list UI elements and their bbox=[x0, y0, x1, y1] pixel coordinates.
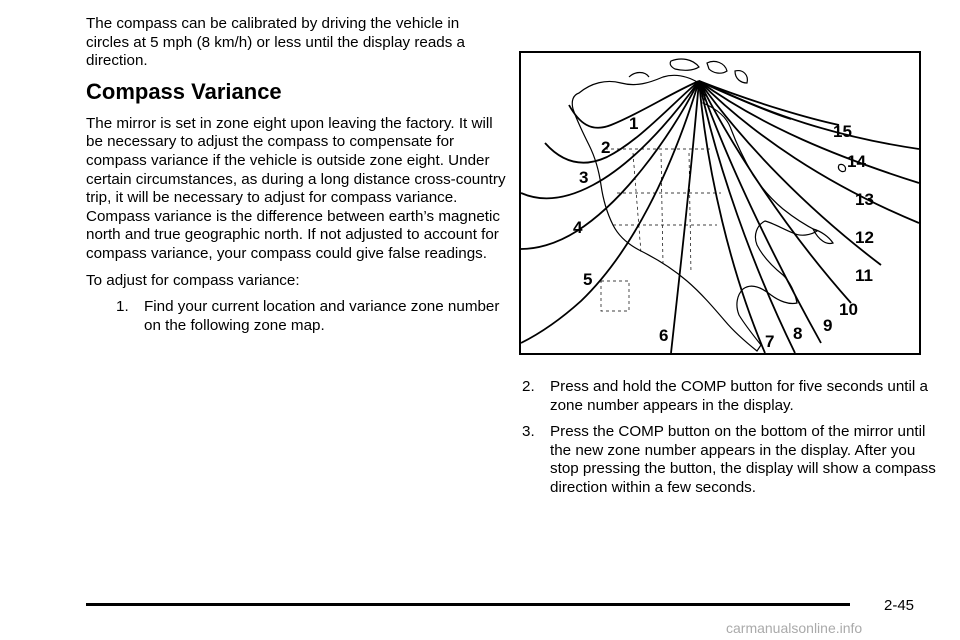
zone-label-12: 12 bbox=[855, 228, 874, 247]
continent-outline bbox=[572, 59, 845, 351]
zone-label-8: 8 bbox=[793, 324, 803, 343]
intro-paragraph: The compass can be calibrated by driving the vehicle in circles at 5 mph (8 km/h) or less until the display reads a direction. bbox=[86, 15, 465, 70]
step-text: Find your current location and variance zone number on the following zone map. bbox=[144, 298, 500, 334]
instruction-lead: To adjust for compass variance: bbox=[86, 271, 300, 289]
zone-label-11: 11 bbox=[855, 266, 873, 285]
step-1 bbox=[86, 298, 506, 335]
left-column bbox=[86, 15, 506, 343]
step-2 bbox=[522, 378, 942, 415]
step-text: Press and hold the COMP button for five seconds until a zone number appears in the display. bbox=[550, 378, 928, 414]
zone-label-13: 13 bbox=[855, 190, 874, 209]
page-number: 2-45 bbox=[884, 597, 915, 614]
zone-label-6: 6 bbox=[659, 326, 669, 345]
zone-label-5: 5 bbox=[583, 270, 593, 289]
zone-lines bbox=[521, 81, 919, 353]
variance-paragraph: The mirror is set in zone eight upon leaving the factory. It will be necessary to adjust the compass to compensate for compass variance if the vehicle is outside zone eight. Under certain circumstances, as during a long distance cross-country trip, it will be necessary to adjust for compass variance. Compass variance is the difference between earth’s magnetic north and true geographic north. If not adjusted to account for compass variance, your compass could give false readings. bbox=[86, 114, 506, 262]
zone-label-2: 2 bbox=[601, 138, 611, 157]
zone-label-3: 3 bbox=[579, 168, 589, 187]
zone-map bbox=[519, 51, 921, 355]
zone-label-14: 14 bbox=[847, 152, 866, 171]
zone-label-9: 9 bbox=[823, 316, 833, 335]
zone-map-drawing bbox=[521, 53, 919, 353]
zone-label-15: 15 bbox=[833, 122, 852, 141]
zone-label-1: 1 bbox=[629, 114, 639, 133]
footer-rule bbox=[86, 603, 850, 606]
step-number: 3. bbox=[522, 423, 535, 441]
step-text: Press the COMP button on the bottom of the mirror until the new zone number appears in the display. After you stop pressing the button, the display will show a compass direction within a few seconds. bbox=[550, 423, 936, 496]
step-number: 1. bbox=[116, 298, 129, 316]
right-column bbox=[522, 378, 942, 506]
zone-label-7: 7 bbox=[765, 332, 775, 351]
zone-label-4: 4 bbox=[573, 218, 583, 237]
border-lines bbox=[601, 149, 721, 311]
step-number: 2. bbox=[522, 378, 535, 395]
watermark: carmanualsonline.info bbox=[726, 620, 863, 636]
zone-label-10: 10 bbox=[839, 300, 858, 319]
step-3 bbox=[522, 423, 942, 497]
section-heading: Compass Variance bbox=[86, 78, 282, 104]
